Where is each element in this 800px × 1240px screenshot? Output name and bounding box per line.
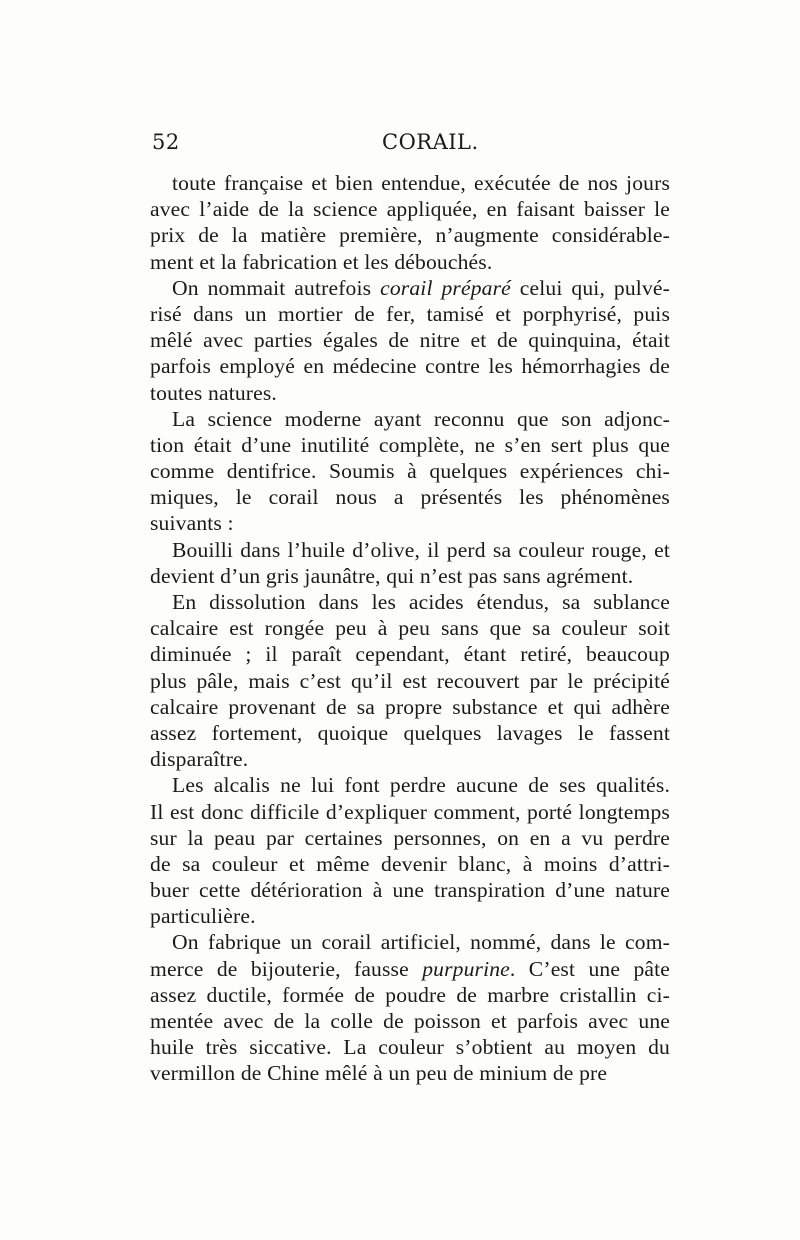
text-line	[150, 222, 670, 248]
text-run: huile très siccative. La couleur s’obtient au moyen du	[150, 1035, 670, 1060]
text-line	[150, 563, 670, 589]
paragraph	[150, 275, 670, 406]
paragraph	[150, 170, 670, 275]
text-run: Les alcalis ne lui font perdre aucune de ses qualités.	[172, 773, 670, 798]
paragraph	[150, 589, 670, 772]
text-line	[150, 537, 670, 563]
paragraph	[150, 772, 670, 929]
text-line	[150, 641, 670, 667]
text-line	[150, 484, 670, 510]
text-line	[150, 406, 670, 432]
text-run: Il est donc difficile d’expliquer comment, porté longtemps	[150, 799, 670, 824]
text-line	[150, 510, 670, 536]
text-run: disparaître.	[150, 747, 249, 772]
text-run: On fabrique un corail artificiel, nommé, dans le com-	[172, 930, 670, 955]
paragraph	[150, 929, 670, 1086]
text-line	[150, 799, 670, 825]
text-run: diminuée ; il paraît cependant, étant retiré, beaucoup	[150, 642, 670, 667]
text-run: prix de la matière première, n’augmente considérable-	[150, 223, 670, 248]
text-run: mêlé avec parties égales de nitre et de quinquina, était	[150, 328, 670, 353]
text-run: buer cette détérioration à une transpiration d’une nature	[150, 878, 670, 903]
text-run: comme dentifrice. Soumis à quelques expériences chi-	[150, 459, 670, 484]
body-text	[150, 170, 670, 1087]
paragraph	[150, 537, 670, 589]
italic-term: corail préparé	[380, 275, 511, 300]
text-line	[150, 851, 670, 877]
text-line	[150, 772, 670, 798]
text-run: risé dans un mortier de fer, tamisé et porphyrisé, puis	[150, 301, 670, 326]
text-line	[150, 877, 670, 903]
text-run: toutes natures.	[150, 380, 277, 405]
text-line	[150, 301, 670, 327]
text-line	[150, 353, 670, 379]
text-line	[150, 746, 670, 772]
text-run: plus pâle, mais c’est qu’il est recouvert par le précipité	[150, 668, 670, 693]
text-run: tion était d’une inutilité complète, ne s’en sert plus que	[150, 432, 670, 457]
text-line	[150, 694, 670, 720]
text-line	[150, 380, 670, 406]
text-run: assez ductile, formée de poudre de marbre cristallin ci-	[150, 982, 670, 1007]
text-line	[150, 170, 670, 196]
text-line	[150, 956, 670, 982]
text-run: de sa couleur et même devenir blanc, à moins d’attri-	[150, 851, 670, 876]
text-line	[150, 720, 670, 746]
text-line	[150, 1008, 670, 1034]
text-line	[150, 903, 670, 929]
text-run: toute française et bien entendue, exécutée de nos jours	[172, 171, 670, 195]
text-run: miques, le corail nous a présentés les phénomènes	[150, 485, 670, 510]
text-run: ment et la fabrication et les débouchés.	[150, 249, 493, 274]
text-line	[150, 196, 670, 222]
text-line	[150, 249, 670, 275]
text-run: celui qui, pulvé-	[510, 275, 670, 300]
italic-term: purpurine	[422, 956, 510, 981]
text-run: calcaire est rongée peu à peu sans que sa couleur soit	[150, 616, 670, 641]
text-line	[150, 458, 670, 484]
text-run: On nommait autrefois	[172, 275, 381, 300]
running-title: CORAIL.	[382, 130, 479, 154]
text-run: assez fortement, quoique quelques lavages le fassent	[150, 720, 670, 745]
text-run: La science moderne ayant reconnu que son adjonc-	[172, 406, 670, 431]
text-run: avec l’aide de la science appliquée, en faisant baisser le	[150, 197, 670, 222]
text-line	[150, 589, 670, 615]
text-line	[150, 432, 670, 458]
text-line	[150, 825, 670, 851]
text-line	[150, 327, 670, 353]
text-run: vermillon de Chine mêlé à un peu de minium de pre	[150, 1061, 608, 1086]
text-run: calcaire provenant de sa propre substance et qui adhère	[150, 694, 670, 719]
text-run: mentée avec de la colle de poisson et parfois avec une	[150, 1009, 670, 1033]
text-line	[150, 982, 670, 1008]
text-run: Bouilli dans l’huile d’olive, il perd sa couleur rouge, et	[172, 537, 670, 562]
text-line	[150, 275, 670, 301]
text-run: devient d’un gris jaunâtre, qui n’est pas sans agrément.	[150, 563, 634, 588]
text-run: particulière.	[150, 904, 256, 929]
text-run: suivants :	[150, 511, 234, 536]
page-number: 52	[152, 130, 180, 154]
text-line	[150, 615, 670, 641]
text-run: sur la peau par certaines personnes, on en a vu perdre	[150, 825, 670, 850]
running-head	[150, 130, 670, 160]
text-run: En dissolution dans les acides étendus, sa sublance	[172, 590, 670, 614]
text-line	[150, 929, 670, 955]
text-line	[150, 1034, 670, 1060]
paragraph	[150, 406, 670, 537]
text-line	[150, 668, 670, 694]
text-run: merce de bijouterie, fausse	[150, 956, 423, 981]
text-run: parfois employé en médecine contre les hémorrhagies de	[150, 354, 670, 379]
text-run: . C’est une pâte	[509, 956, 671, 981]
text-line	[150, 1060, 670, 1086]
